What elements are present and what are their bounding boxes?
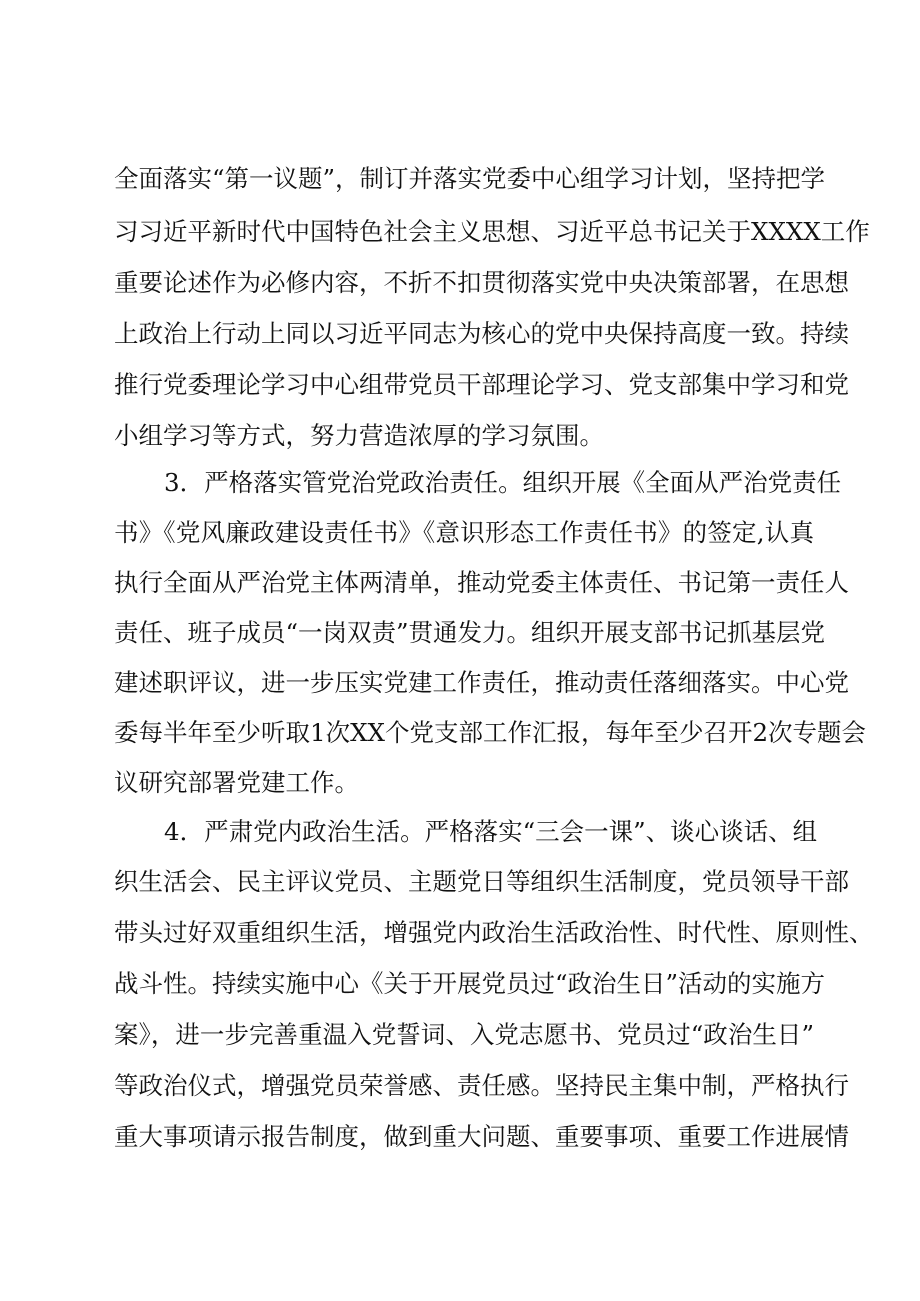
paragraph-2-line-6: 委每半年至少听取1次XX个党支部工作汇报，每年至少召开2次专题会 (114, 718, 867, 747)
paragraph-3-line-6: 等政治仪式，增强党员荣誉感、责任感。坚持民主集中制，严格执行 (114, 1071, 849, 1100)
paragraph-2-line-3: 执行全面从严治党主体两清单，推动党委主体责任、书记第一责任人 (114, 568, 849, 597)
paragraph-2-line-2: 书》《党风廉政建设责任书》《意识形态工作责任书》的签定,认真 (114, 518, 814, 547)
paragraph-2-line-4: 责任、班子成员“一岗双责”贯通发力。组织开展支部书记抓基层党 (114, 618, 826, 647)
paragraph-2-line-5: 建述职评议，进一步压实党建工作责任，推动责任落细落实。中心党 (114, 668, 849, 697)
paragraph-2-line-7: 议研究部署党建工作。 (114, 768, 359, 797)
paragraph-3-line-3: 带头过好双重组织生活，增强党内政治生活政治性、时代性、原则性、 (114, 918, 874, 947)
paragraph-1-line-1: 全面落实“第一议题”，制订并落实党委中心组学习计划，坚持把学 (114, 164, 826, 193)
paragraph-1-line-2: 习习近平新时代中国特色社会主义思想、习近平总书记关于XXXX工作 (114, 217, 870, 246)
paragraph-1-line-3: 重要论述作为必修内容，不折不扣贯彻落实党中央决策部署，在思想 (114, 268, 849, 297)
paragraph-1-line-4: 上政治上行动上同以习近平同志为核心的党中央保持高度一致。持续 (114, 319, 849, 348)
paragraph-2-line-1: 3．严格落实管党治党政治责任。组织开展《全面从严治党责任 (164, 468, 842, 497)
paragraph-3-line-4: 战斗性。持续实施中心《关于开展党员过“政治生日”活动的实施方 (114, 969, 826, 998)
paragraph-3-line-2: 织生活会、民主评议党员、主题党日等组织生活制度，党员领导干部 (114, 867, 849, 896)
paragraph-3-line-7: 重大事项请示报告制度，做到重大问题、重要事项、重要工作进展情 (114, 1122, 849, 1151)
paragraph-3-line-5: 案》，进一步完善重温入党誓词、入党志愿书、党员过“政治生日” (114, 1020, 814, 1049)
paragraph-1-line-6: 小组学习等方式，努力营造浓厚的学习氛围。 (114, 421, 604, 450)
paragraph-3-line-1: 4．严肃党内政治生活。严格落实“三会一课”、谈心谈话、组 (164, 817, 818, 846)
paragraph-1-line-5: 推行党委理论学习中心组带党员干部理论学习、党支部集中学习和党 (114, 370, 849, 399)
